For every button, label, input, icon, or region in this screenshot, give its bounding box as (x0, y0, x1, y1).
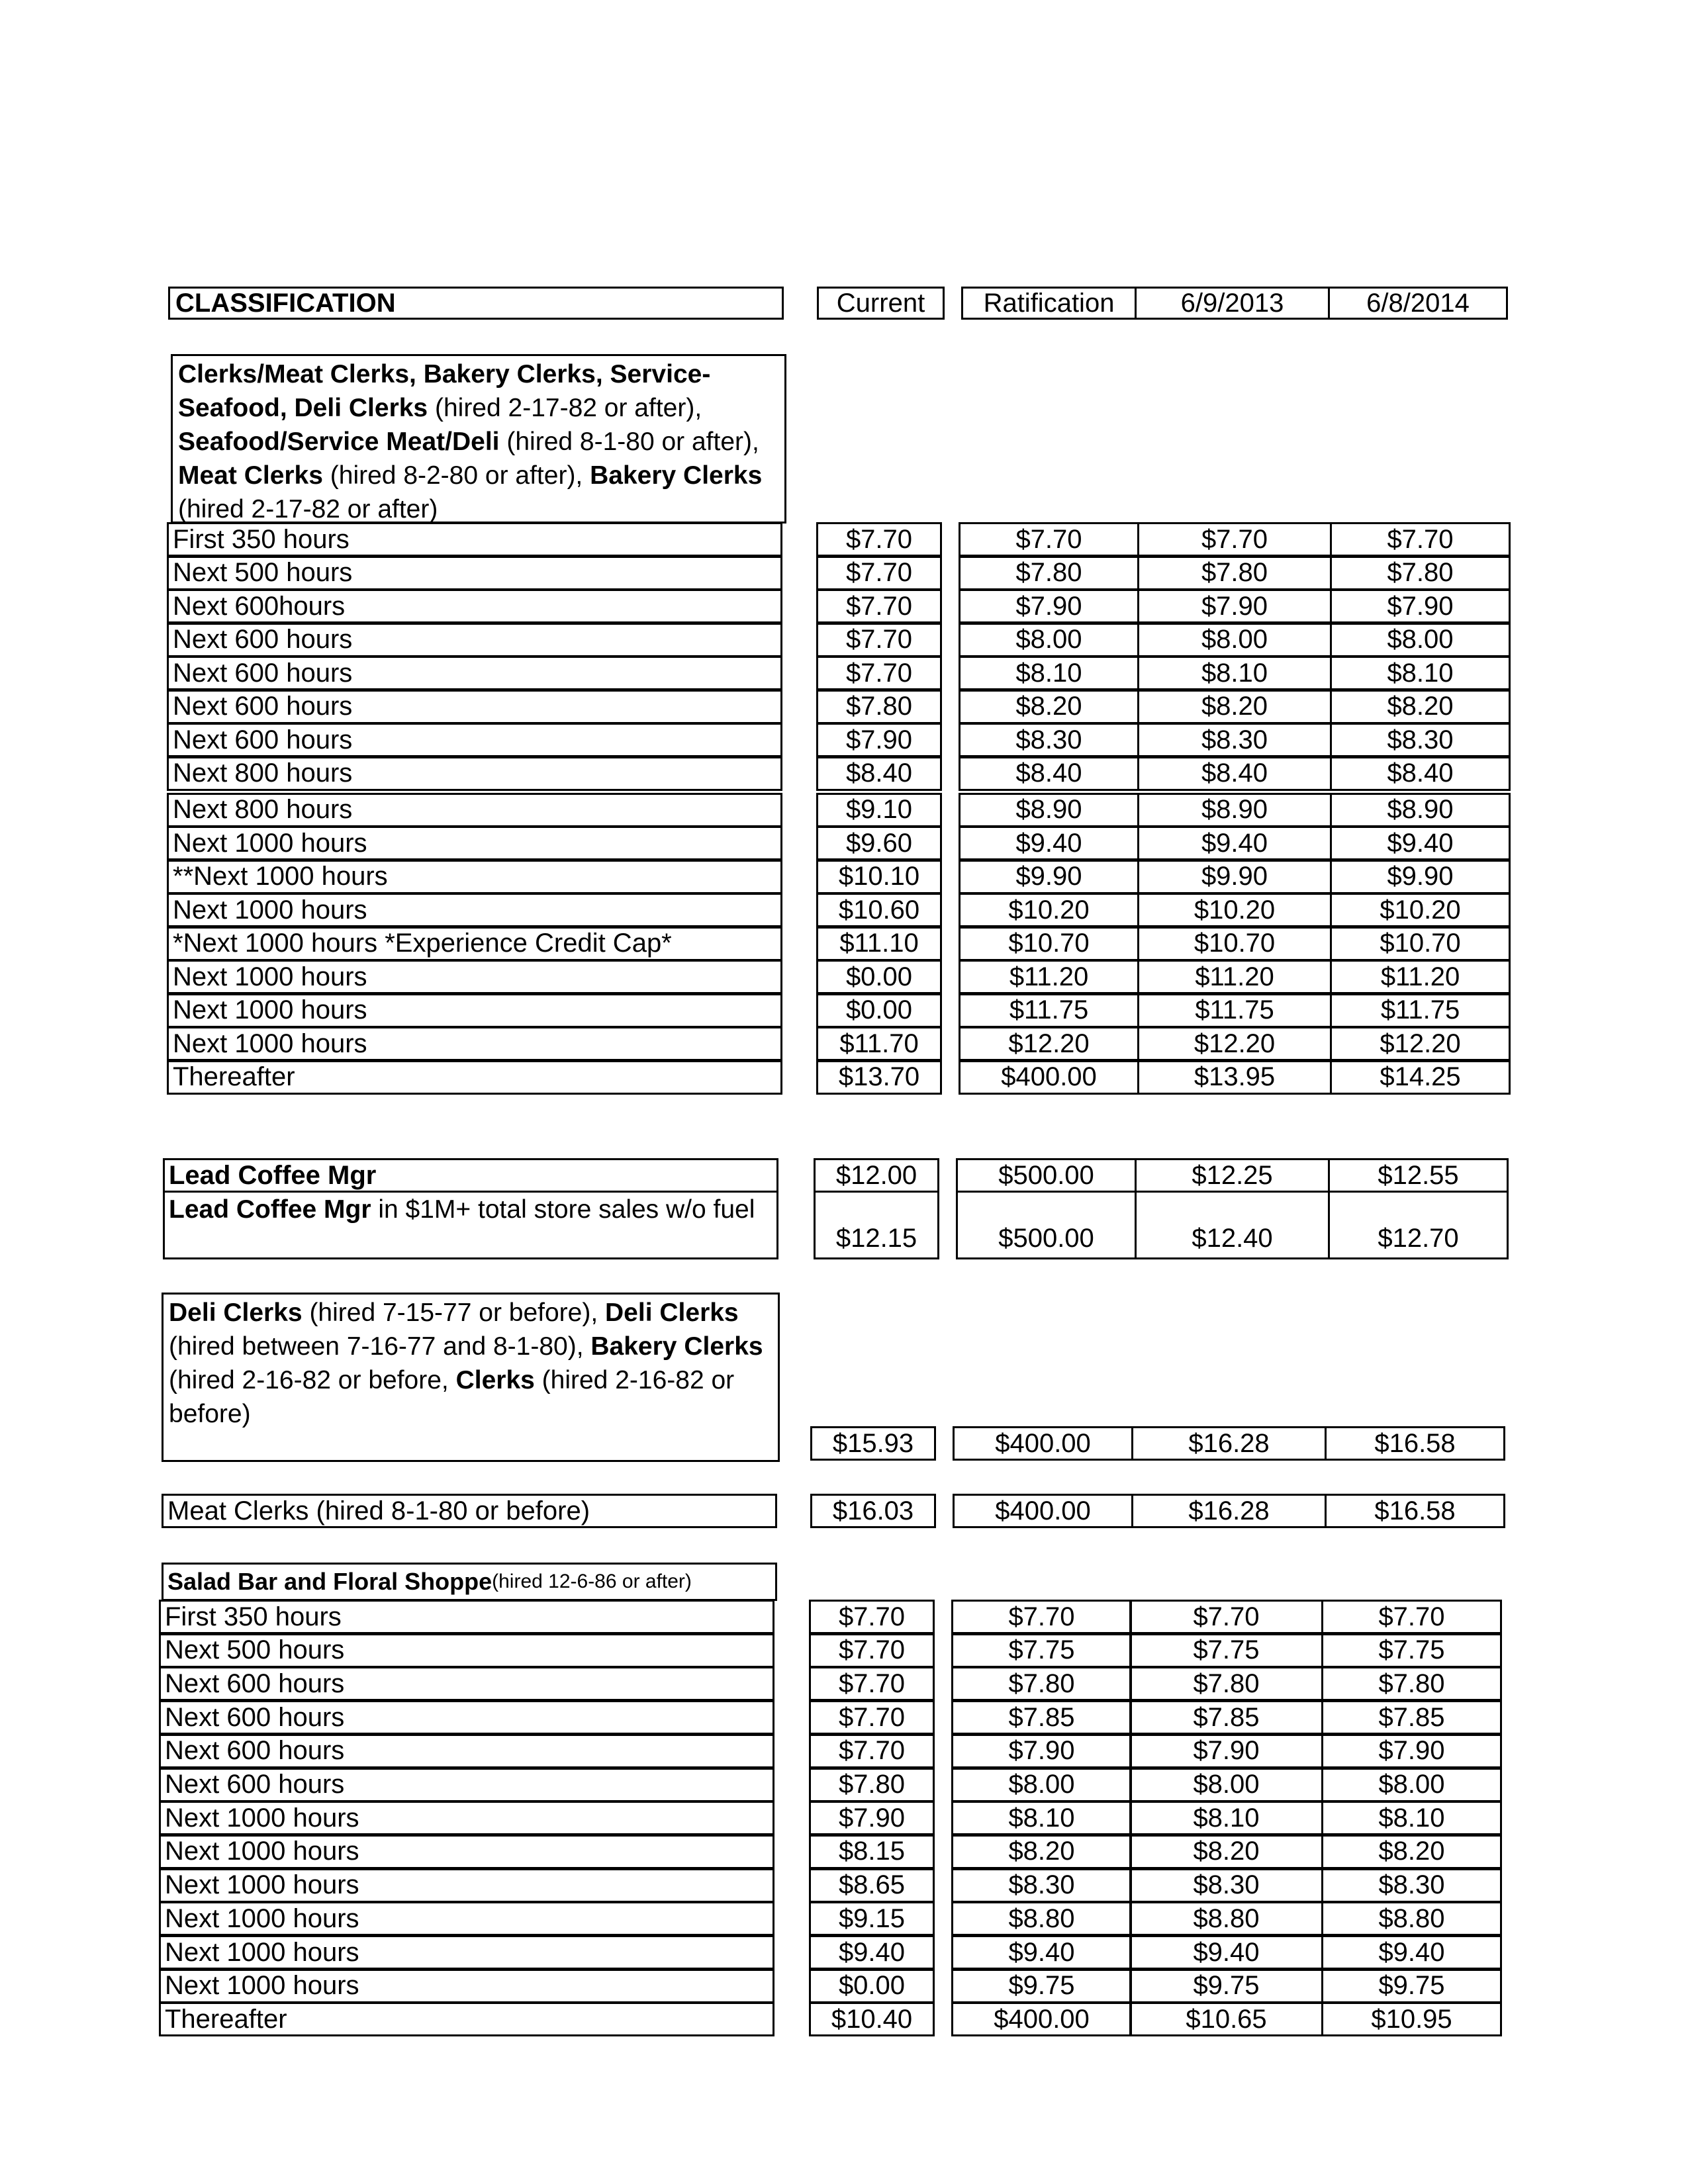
row-label: Next 1000 hours (159, 1835, 774, 1869)
description-segment: (hired 8-1-80 or after), (499, 428, 759, 456)
rate-2014: $8.10 (1321, 1801, 1502, 1835)
description-segment: (hired 2-17-82 or after), (428, 394, 702, 422)
row-label: Next 600 hours (167, 623, 782, 657)
senior-clerks-description (162, 1293, 780, 1462)
ratification-rate: $9.90 (959, 860, 1139, 894)
rate-2014: $7.90 (1330, 589, 1511, 623)
rate-2013: $8.40 (1137, 756, 1332, 791)
rate-2013: $8.20 (1137, 690, 1332, 724)
clerks-description (171, 354, 786, 523)
rate-2013: $7.80 (1137, 556, 1332, 590)
row-label: **Next 1000 hours (167, 860, 782, 894)
rate-2013: $9.75 (1129, 1969, 1323, 2003)
rate-2014: $10.20 (1330, 893, 1511, 927)
row-label: Next 1000 hours (167, 1026, 782, 1061)
description-segment: (hired 8-2-80 or after), (322, 461, 590, 490)
rate-2014: $16.58 (1325, 1494, 1505, 1528)
rate-2014: $9.40 (1321, 1935, 1502, 1970)
rate-2014: $7.90 (1321, 1734, 1502, 1768)
salad-bar-title-bold: Salad Bar and Floral Shoppe (167, 1568, 492, 1595)
rate-2014: $10.70 (1330, 927, 1511, 961)
rate-2013: $8.90 (1137, 793, 1332, 827)
rate-2013: $7.90 (1137, 589, 1332, 623)
rate-2013: $7.75 (1129, 1633, 1323, 1668)
row-label: Next 600hours (167, 589, 782, 623)
rate-2014: $11.20 (1330, 960, 1511, 994)
ratification-rate: $8.80 (951, 1901, 1132, 1936)
salad-bar-title-note: (hired 12-6-86 or after) (492, 1570, 692, 1592)
ratification-rate: $7.90 (959, 589, 1139, 623)
current-rate: $7.70 (816, 656, 942, 690)
row-label: First 350 hours (167, 522, 782, 557)
current-rate: $10.40 (809, 2002, 935, 2036)
current-rate: $11.10 (816, 927, 942, 961)
current-rate: $7.80 (809, 1768, 935, 1802)
rate-2014: $12.70 (1328, 1191, 1509, 1259)
current-rate: $9.15 (809, 1901, 935, 1936)
rate-2014: $16.58 (1325, 1426, 1505, 1461)
row-label: Next 600 hours (167, 656, 782, 690)
current-rate: $7.70 (809, 1666, 935, 1701)
rate-2014: $8.30 (1321, 1868, 1502, 1903)
row-label: Next 500 hours (159, 1633, 774, 1668)
ratification-rate: $8.00 (951, 1768, 1132, 1802)
row-label: Next 600 hours (159, 1700, 774, 1735)
label-rest: in $1M+ total store sales w/o fuel (371, 1195, 755, 1224)
ratification-rate: $9.75 (951, 1969, 1132, 2003)
rate-2014: $8.40 (1330, 756, 1511, 791)
current-rate: $7.70 (809, 1700, 935, 1735)
ratification-rate: $8.90 (959, 793, 1139, 827)
ratification-rate: $12.20 (959, 1026, 1139, 1061)
lead-coffee-mgr-label: Lead Coffee Mgr (163, 1158, 778, 1193)
rate-2013: $11.75 (1137, 993, 1332, 1028)
row-label: Next 600 hours (167, 723, 782, 757)
ratification-rate: $500.00 (956, 1191, 1137, 1259)
current-rate: $7.70 (816, 589, 942, 623)
row-label: *Next 1000 hours *Experience Credit Cap* (167, 927, 782, 961)
rate-2014: $9.40 (1330, 826, 1511, 860)
ratification-rate: $400.00 (951, 2002, 1132, 2036)
current-rate: $9.40 (809, 1935, 935, 1970)
description-segment: Clerks (455, 1366, 535, 1394)
rate-2014: $7.80 (1330, 556, 1511, 590)
rate-2013: $11.20 (1137, 960, 1332, 994)
description-segment: Meat Clerks (178, 461, 323, 490)
ratification-rate: $9.40 (959, 826, 1139, 860)
ratification-rate: $8.20 (959, 690, 1139, 724)
row-label: Next 1000 hours (159, 1868, 774, 1903)
ratification-rate: $8.20 (951, 1835, 1132, 1869)
rate-2014: $8.80 (1321, 1901, 1502, 1936)
date-2013-header: 6/9/2013 (1135, 287, 1330, 320)
row-label: First 350 hours (159, 1600, 774, 1634)
rate-2014: $12.20 (1330, 1026, 1511, 1061)
rate-2013: $8.00 (1137, 623, 1332, 657)
current-rate: $7.90 (816, 723, 942, 757)
row-label: Thereafter (167, 1060, 782, 1095)
description-segment: (hired 2-16-82 or before, (169, 1366, 456, 1394)
current-rate: $12.00 (814, 1158, 939, 1193)
current-rate: $10.10 (816, 860, 942, 894)
rate-2014: $10.95 (1321, 2002, 1502, 2036)
ratification-rate: $11.75 (959, 993, 1139, 1028)
row-label: Next 1000 hours (159, 1901, 774, 1936)
ratification-header: Ratification (961, 287, 1137, 320)
ratification-rate: $8.40 (959, 756, 1139, 791)
rate-2014: $9.75 (1321, 1969, 1502, 2003)
rate-2014: $7.85 (1321, 1700, 1502, 1735)
rate-2013: $9.90 (1137, 860, 1332, 894)
ratification-rate: $400.00 (953, 1426, 1133, 1461)
classification-header: CLASSIFICATION (168, 287, 784, 320)
rate-2013: $7.80 (1129, 1666, 1323, 1701)
rate-2014: $8.90 (1330, 793, 1511, 827)
row-label: Next 800 hours (167, 793, 782, 827)
ratification-rate: $8.10 (951, 1801, 1132, 1835)
rate-2013: $7.90 (1129, 1734, 1323, 1768)
row-label: Next 600 hours (159, 1734, 774, 1768)
description-segment: Seafood/Service Meat/Deli (178, 428, 500, 456)
rate-2013: $16.28 (1131, 1426, 1327, 1461)
row-label: Next 500 hours (167, 556, 782, 590)
description-segment: (hired 2-17-82 or after) (178, 495, 438, 523)
current-header: Current (817, 287, 945, 320)
ratification-rate: $11.20 (959, 960, 1139, 994)
rate-2013: $8.20 (1129, 1835, 1323, 1869)
rate-2013: $12.25 (1135, 1158, 1330, 1193)
rate-2014: $8.00 (1330, 623, 1511, 657)
rate-2014: $9.90 (1330, 860, 1511, 894)
current-rate: $7.70 (809, 1734, 935, 1768)
rate-2014: $14.25 (1330, 1060, 1511, 1095)
current-rate: $7.80 (816, 690, 942, 724)
rate-2014: $8.20 (1321, 1835, 1502, 1869)
rate-2013: $9.40 (1129, 1935, 1323, 1970)
ratification-rate: $8.10 (959, 656, 1139, 690)
rate-2013: $12.20 (1137, 1026, 1332, 1061)
row-label: Next 800 hours (167, 756, 782, 791)
ratification-rate: $400.00 (953, 1494, 1133, 1528)
ratification-rate: $7.80 (959, 556, 1139, 590)
rate-2013: $8.30 (1129, 1868, 1323, 1903)
row-label: Thereafter (159, 2002, 774, 2036)
row-label: Next 1000 hours (159, 1801, 774, 1835)
rate-2013: $7.85 (1129, 1700, 1323, 1735)
ratification-rate: $9.40 (951, 1935, 1132, 1970)
label-bold: Lead Coffee Mgr (169, 1195, 371, 1224)
current-rate: $7.70 (816, 522, 942, 557)
rate-2013: $8.00 (1129, 1768, 1323, 1802)
current-rate: $0.00 (816, 960, 942, 994)
ratification-rate: $7.70 (959, 522, 1139, 557)
description-segment: (hired 7-15-77 or before), (302, 1298, 606, 1327)
ratification-rate: $10.70 (959, 927, 1139, 961)
description-segment: Deli Clerks (605, 1298, 739, 1327)
rate-2014: $7.70 (1321, 1600, 1502, 1634)
row-label: Next 1000 hours (167, 826, 782, 860)
rate-2013: $8.80 (1129, 1901, 1323, 1936)
description-segment: (hired between 7-16-77 and 8-1-80), (169, 1332, 591, 1361)
description-segment: Deli Clerks (169, 1298, 303, 1327)
current-rate: $8.15 (809, 1835, 935, 1869)
rate-2013: $10.65 (1129, 2002, 1323, 2036)
rate-2014: $7.80 (1321, 1666, 1502, 1701)
current-rate: $16.03 (810, 1494, 936, 1528)
current-rate: $7.70 (816, 623, 942, 657)
rate-2013: $8.10 (1129, 1801, 1323, 1835)
current-rate: $7.70 (809, 1633, 935, 1668)
current-rate: $12.15 (814, 1191, 939, 1259)
rate-2013: $12.40 (1135, 1191, 1330, 1259)
rate-2013: $16.28 (1131, 1494, 1327, 1528)
rate-2014: $12.55 (1328, 1158, 1509, 1193)
rate-2013: $8.30 (1137, 723, 1332, 757)
ratification-rate: $400.00 (959, 1060, 1139, 1095)
rate-2013: $10.70 (1137, 927, 1332, 961)
row-label: Next 600 hours (159, 1768, 774, 1802)
rate-2014: $7.70 (1330, 522, 1511, 557)
ratification-rate: $8.30 (959, 723, 1139, 757)
rate-2013: $7.70 (1137, 522, 1332, 557)
rate-2014: $8.10 (1330, 656, 1511, 690)
rate-2014: $7.75 (1321, 1633, 1502, 1668)
current-rate: $9.60 (816, 826, 942, 860)
lead-coffee-mgr-large-store-label (163, 1191, 778, 1259)
current-rate: $7.90 (809, 1801, 935, 1835)
current-rate: $7.70 (809, 1600, 935, 1634)
rate-2013: $7.70 (1129, 1600, 1323, 1634)
current-rate: $15.93 (810, 1426, 936, 1461)
ratification-rate: $500.00 (956, 1158, 1137, 1193)
current-rate: $13.70 (816, 1060, 942, 1095)
description-segment: (hired 2-16-82 or before) (169, 1366, 735, 1428)
rate-2013: $13.95 (1137, 1060, 1332, 1095)
description-segment: Bakery Clerks (590, 1332, 763, 1361)
ratification-rate: $8.00 (959, 623, 1139, 657)
description-segment: Bakery Clerks (590, 461, 763, 490)
row-label: Next 600 hours (167, 690, 782, 724)
ratification-rate: $7.90 (951, 1734, 1132, 1768)
current-rate: $8.40 (816, 756, 942, 791)
rate-2014: $11.75 (1330, 993, 1511, 1028)
ratification-rate: $7.85 (951, 1700, 1132, 1735)
current-rate: $9.10 (816, 793, 942, 827)
ratification-rate: $7.80 (951, 1666, 1132, 1701)
current-rate: $10.60 (816, 893, 942, 927)
row-label: Next 1000 hours (167, 993, 782, 1028)
ratification-rate: $7.75 (951, 1633, 1132, 1668)
rate-2014: $8.30 (1330, 723, 1511, 757)
rate-2013: $8.10 (1137, 656, 1332, 690)
row-label: Next 1000 hours (167, 893, 782, 927)
current-rate: $0.00 (809, 1969, 935, 2003)
row-label: Next 1000 hours (167, 960, 782, 994)
current-rate: $11.70 (816, 1026, 942, 1061)
row-label: Next 600 hours (159, 1666, 774, 1701)
ratification-rate: $10.20 (959, 893, 1139, 927)
current-rate: $7.70 (816, 556, 942, 590)
ratification-rate: $7.70 (951, 1600, 1132, 1634)
row-label: Next 1000 hours (159, 1969, 774, 2003)
date-2014-header: 6/8/2014 (1328, 287, 1508, 320)
meat-clerks-label: Meat Clerks (hired 8-1-80 or before) (162, 1494, 777, 1528)
ratification-rate: $8.30 (951, 1868, 1132, 1903)
current-rate: $8.65 (809, 1868, 935, 1903)
rate-2014: $8.00 (1321, 1768, 1502, 1802)
rate-2014: $8.20 (1330, 690, 1511, 724)
rate-2013: $10.20 (1137, 893, 1332, 927)
current-rate: $0.00 (816, 993, 942, 1028)
salad-bar-title (162, 1563, 777, 1601)
rate-2013: $9.40 (1137, 826, 1332, 860)
description-segment: Clerks/Meat Clerks, Bakery Clerks, Service-Seafood, Deli Clerks (178, 360, 711, 422)
row-label: Next 1000 hours (159, 1935, 774, 1970)
